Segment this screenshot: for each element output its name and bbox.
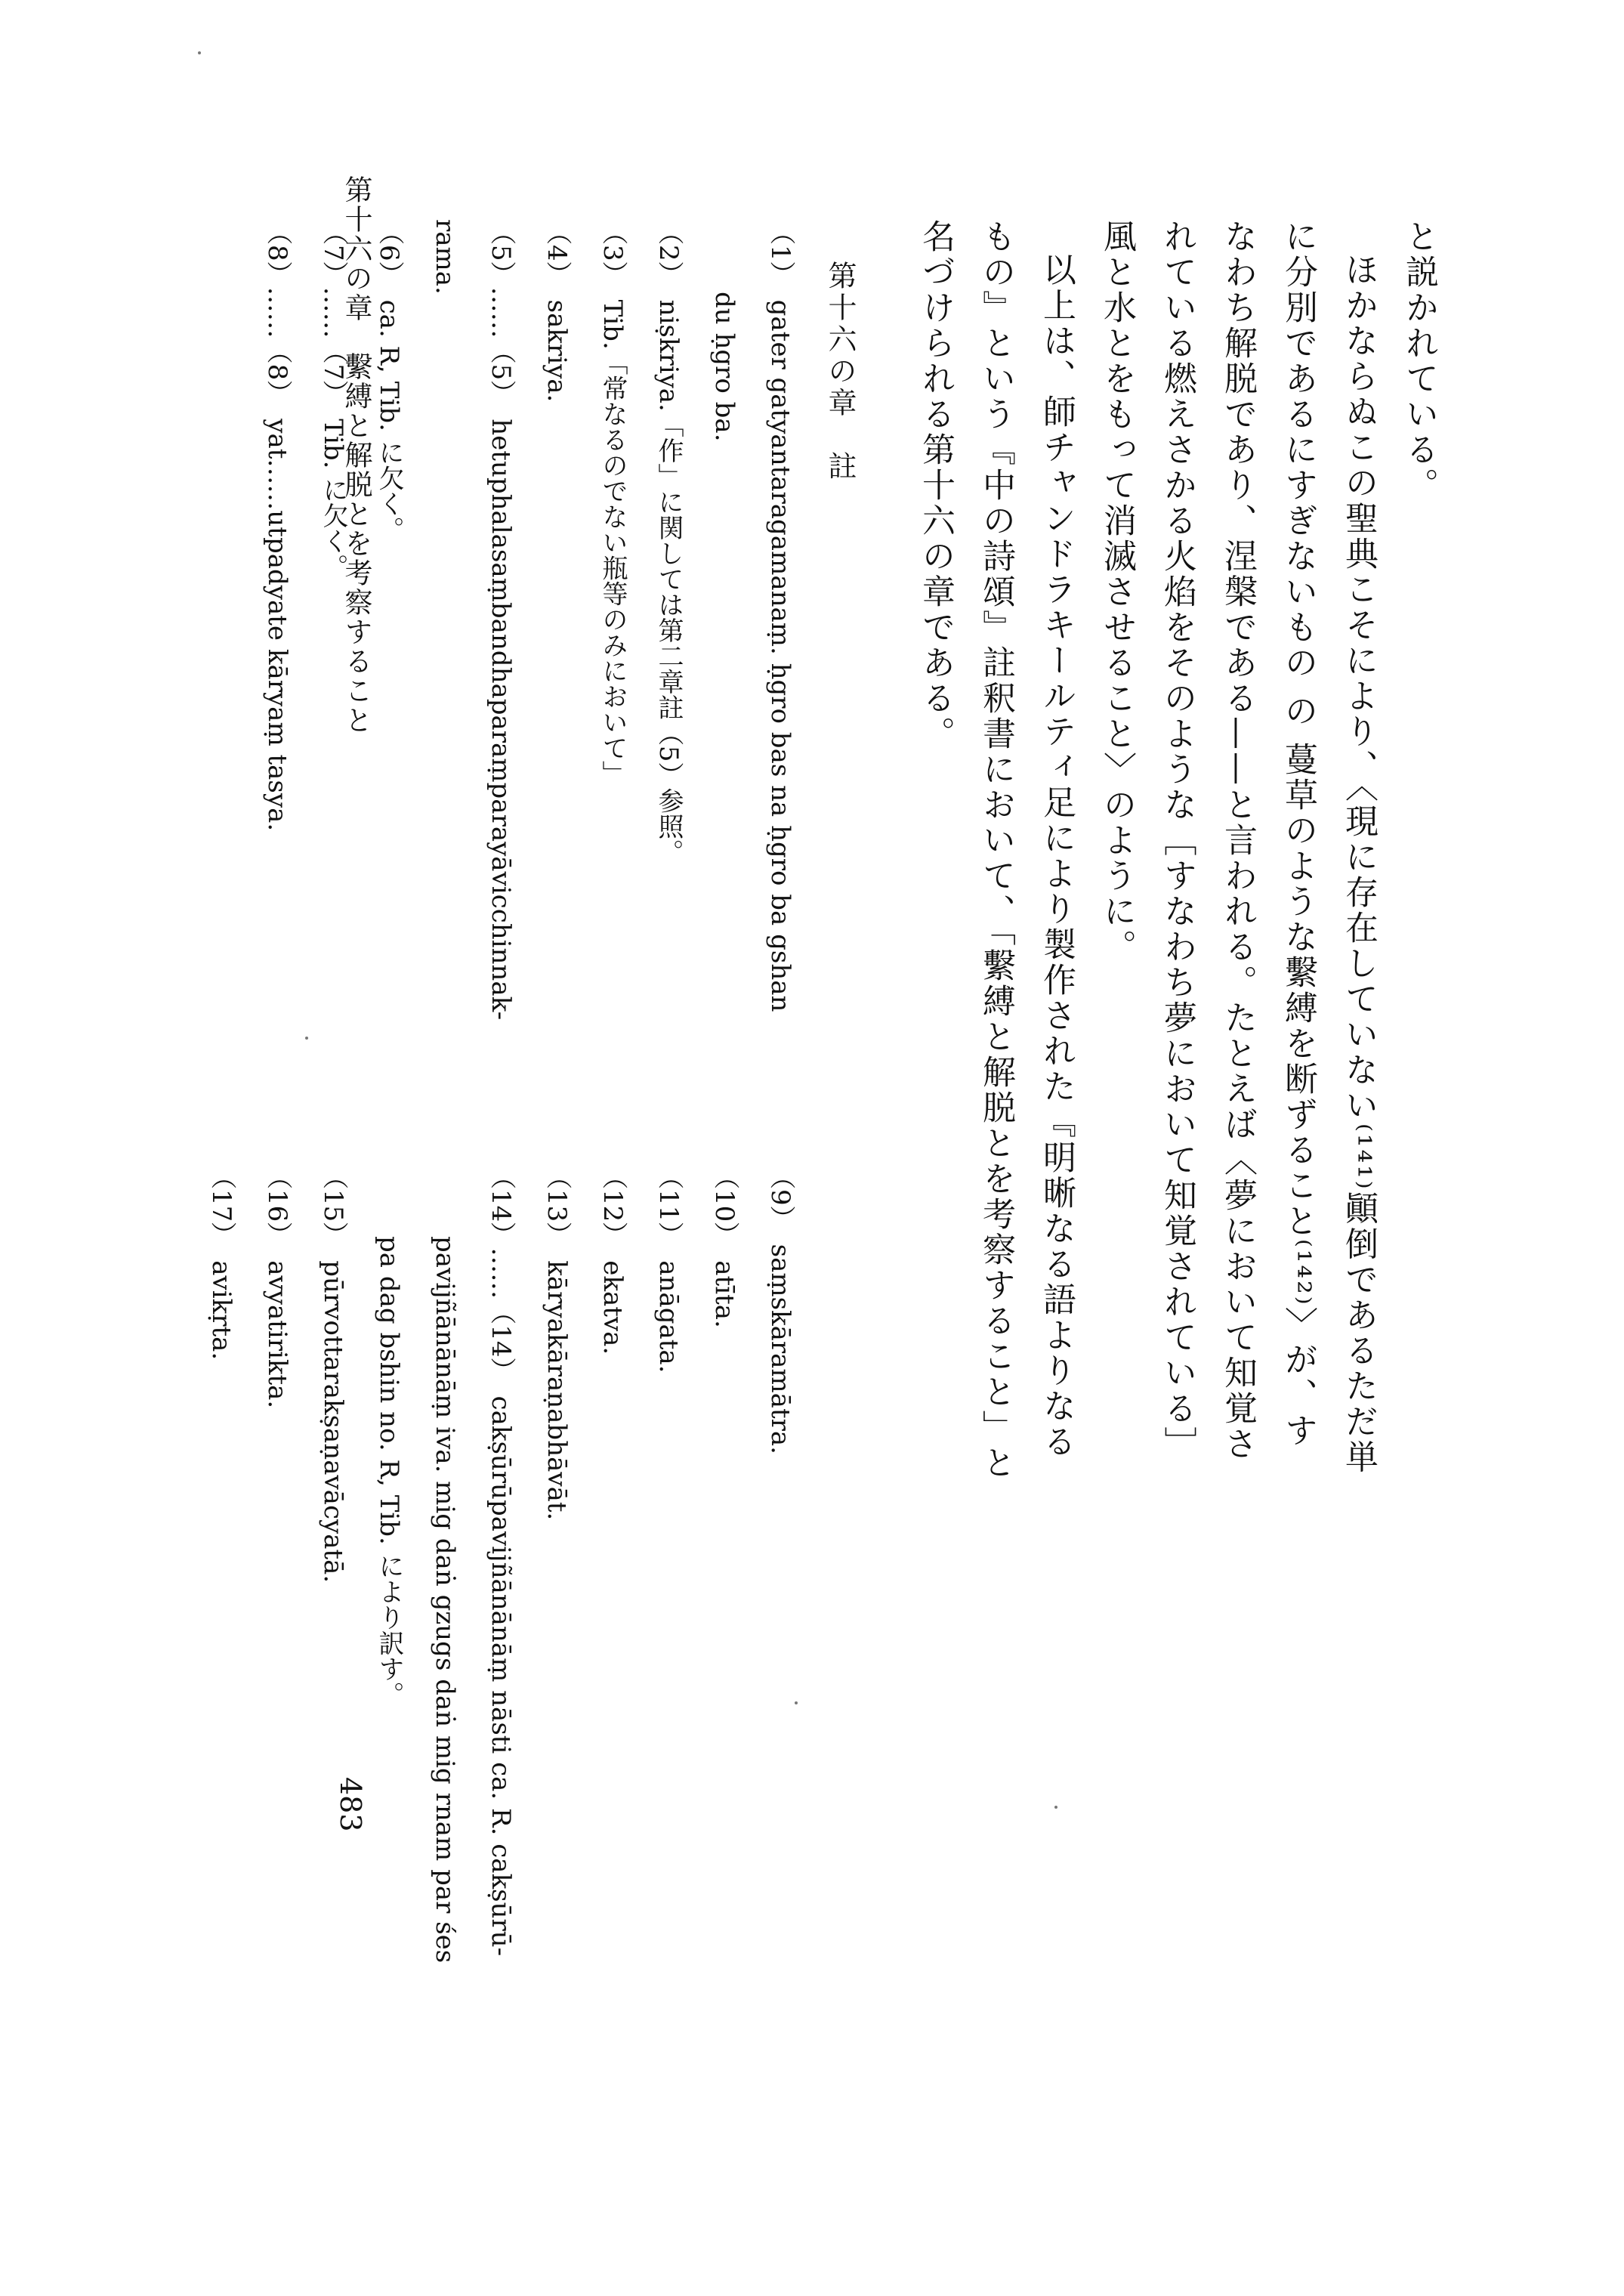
note-item: （6） ca. R, Tib. に欠く。 [374,219,404,542]
body-paragraph: と説かれている。 [1400,219,1438,503]
note-item: （1） gater gatyantaragamanaṃ. ḥgro bas na ḥgro ba gshan [765,219,795,1012]
note-item: （15） pūrvottarakṣaṇavācyatā. [318,1163,348,1584]
note-item: du ḥgro ba. [709,292,739,442]
scan-speck [305,1037,308,1040]
note-item: （10） atīta. [709,1163,739,1328]
scan-speck [795,1701,798,1704]
note-item: （13） kāryakāraṇabhāvāt. [542,1163,572,1521]
note-item: （3） Tib.「常なるのでない瓶等のみにおいて」 [597,219,628,786]
scan-speck [1054,1806,1057,1809]
note-item: （4） sakriya. [542,219,572,403]
note-item: rama. [430,219,460,295]
note-item: （16） avyatirikta. [262,1163,292,1409]
notes-column-top [262,219,808,1050]
note-item: （7）……（7） Tib. に欠く。 [318,219,348,580]
page-number: 483 [334,1777,367,1832]
scan-speck [198,51,201,54]
note-item: （17） avikṛta. [206,1163,236,1361]
note-item: （5）……（5） hetuphalasaṃbandhaparaṃparayāvicchinnak- [486,219,516,1021]
note-item: pavijñānānāṃ iva. mig daṅ gzugs daṅ mig rnam par śes [430,1236,460,1964]
note-item: （8）……（8） yat……utpadyate kāryaṃ tasya. [262,219,292,832]
running-header: 第十六の章 繫縛と解脱とを考察すること [340,175,372,735]
note-item: （14）……（14） cakṣūrūpavijñānānāṃ nāsti ca. R. cakṣūrū- [486,1163,516,1957]
body-paragraph: ほかならぬこの聖典こそにより、〈現に存在していない⁽¹⁴¹⁾顚倒であるただ単に分別であるにすぎないもの の 蔓草のような繫縛を断ずること⁽¹⁴²⁾〉が、すなわち解脱であり、涅槃である——と言われる。たとえば〈夢において知覚されている燃えさかる火焰をそのような［すなわち夢において知覚されている］風と水とをもって消滅させること〉のように。 [1098,219,1378,1476]
note-item: （12） ekatva. [597,1163,628,1355]
body-paragraph: 以上は、師チャンドラキールティ足により製作された『明晰なる語よりなるもの』という『中の詩頌』註釈書において、「繫縛と解脱とを考察すること」と名づけられる第十六の章である。 [916,219,1076,1481]
note-item: （9） saṃskāramātra. [765,1163,795,1454]
note-item: （2） niṣkriya.「作」に関しては第二章註（5）参照。 [653,219,684,865]
notes-title: 第十六の章 註 [823,261,857,483]
note-item: （11） anāgata. [653,1163,684,1374]
note-item: pa dag bshin no. R, Tib. により訳す。 [374,1236,404,1707]
